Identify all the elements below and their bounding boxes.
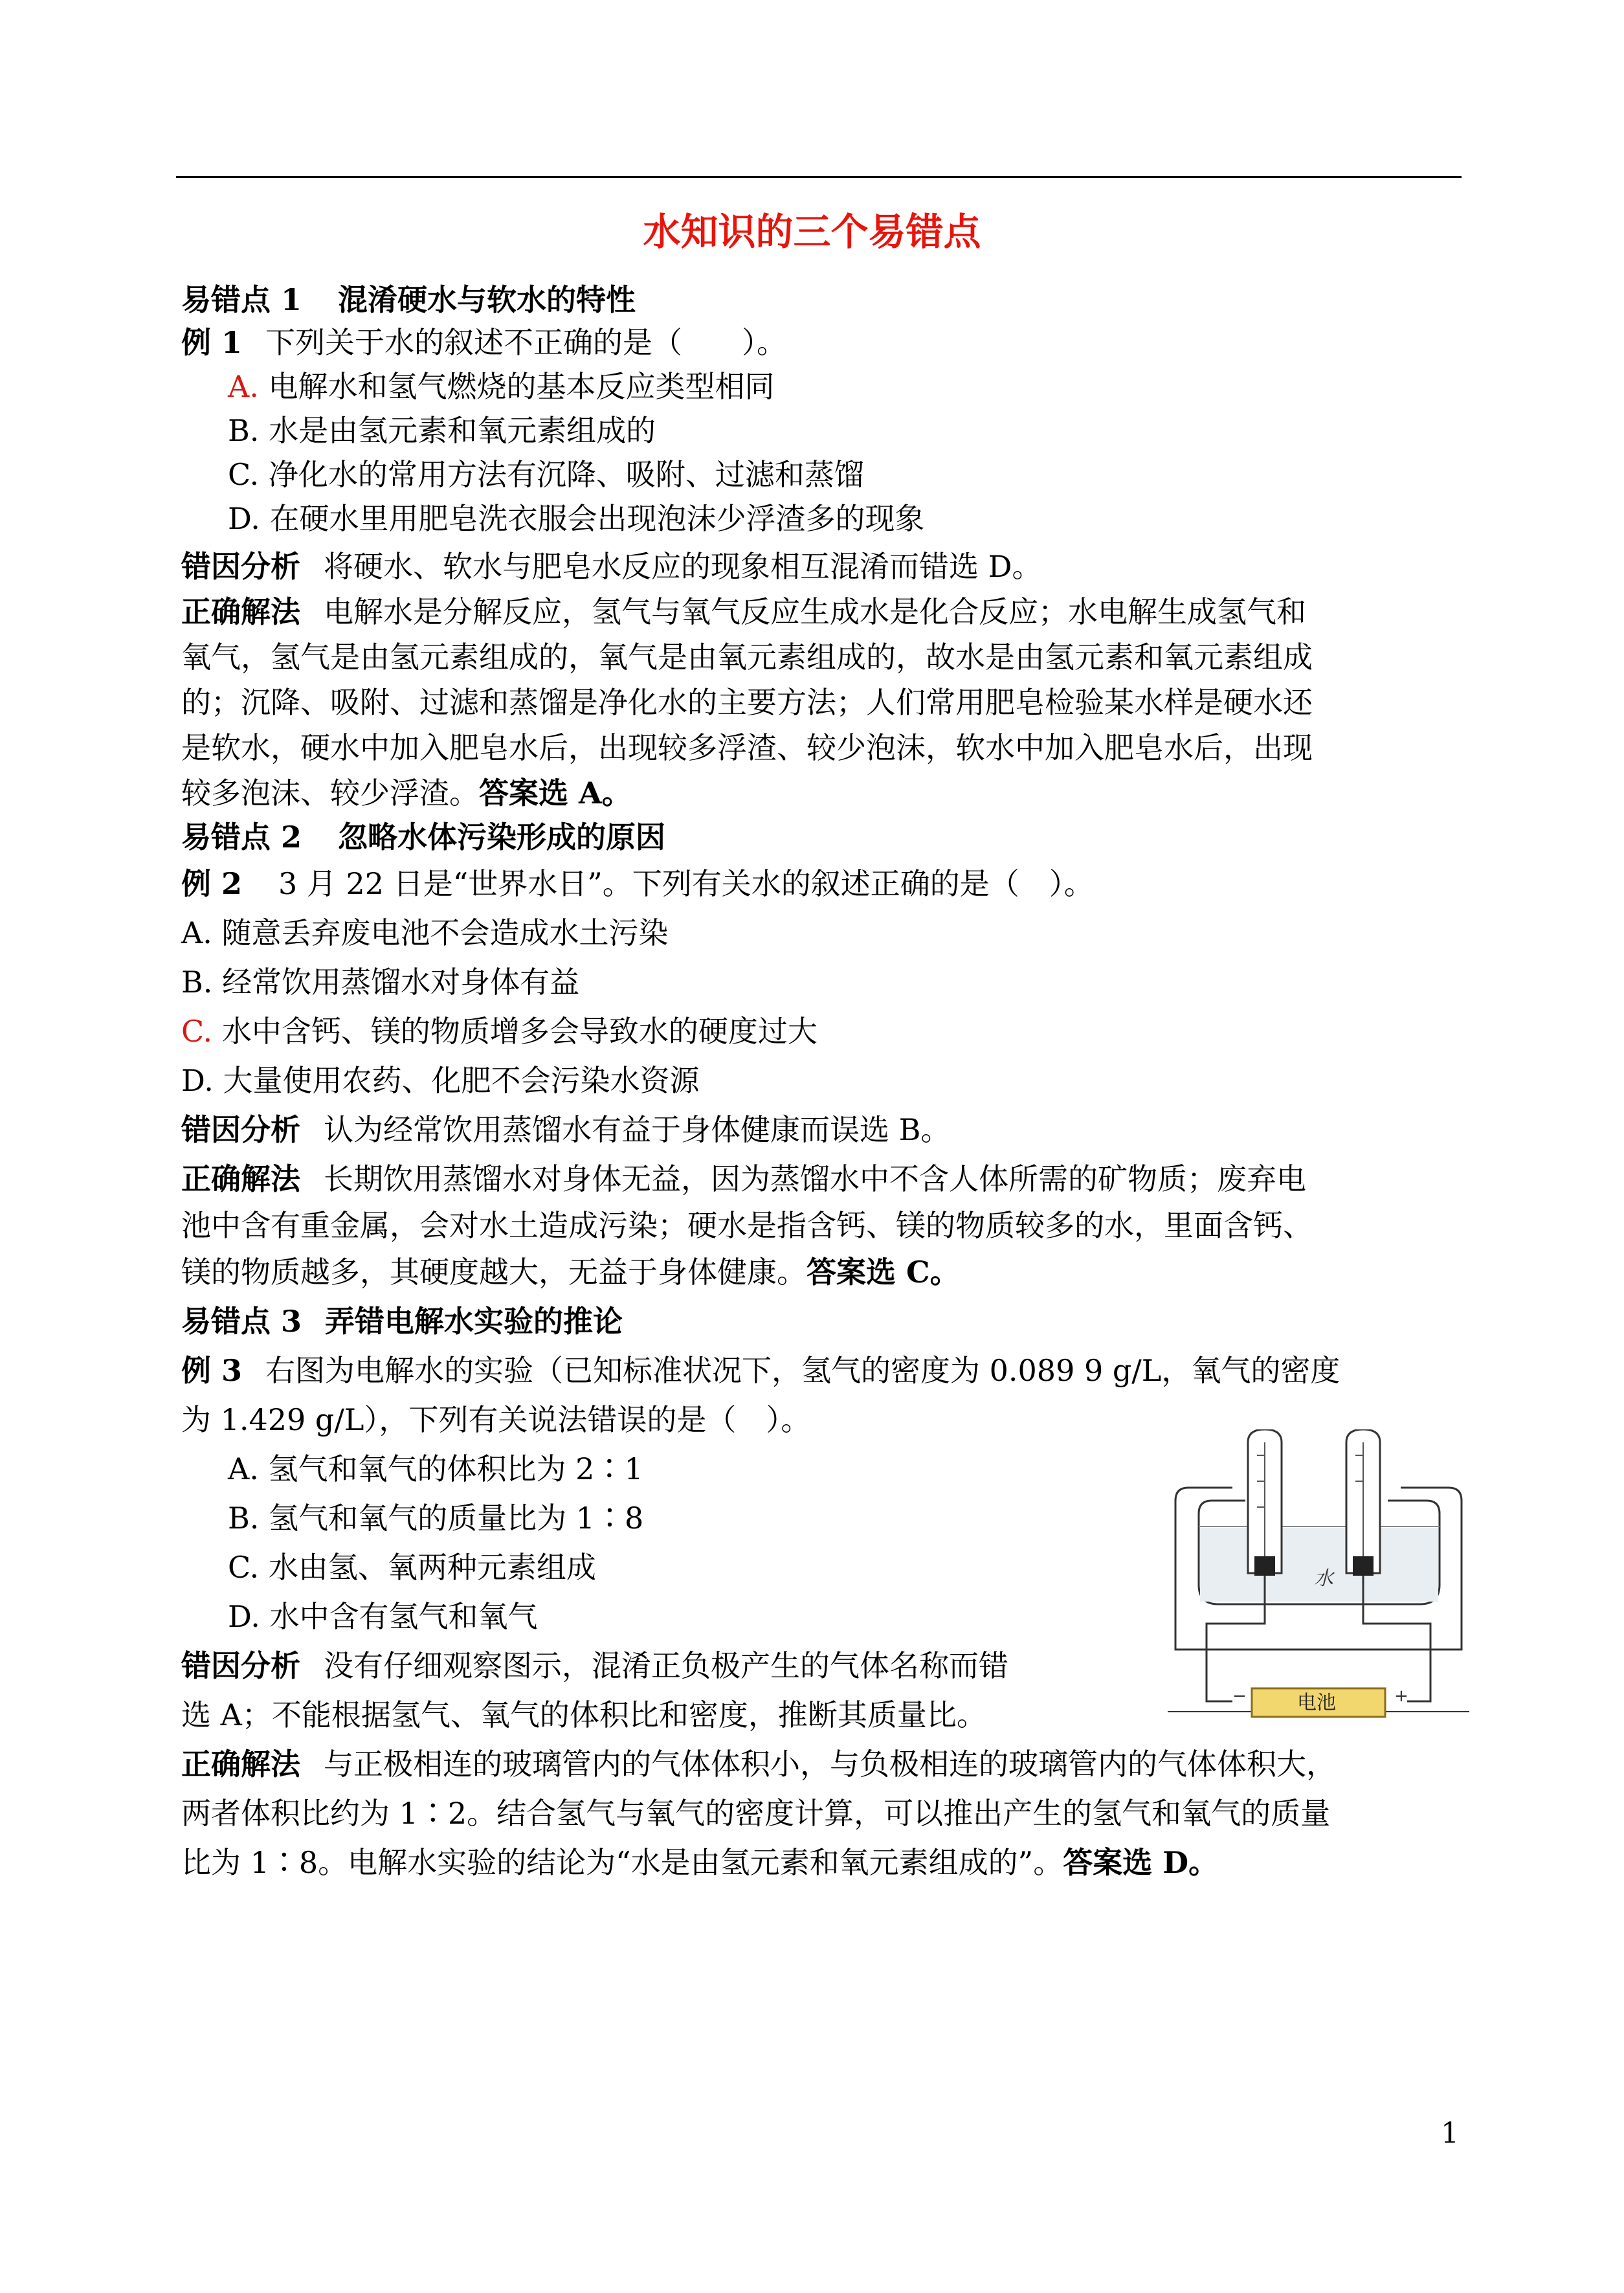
option-b (228, 1498, 643, 1538)
page-number: 1 (1441, 2117, 1459, 2150)
option-letter: C. (228, 457, 260, 492)
solution-label: 正确解法 (181, 1161, 300, 1196)
error-text: 认为经常饮用蒸馏水有益于身体健康而误选 B。 (324, 1112, 951, 1147)
solution-line: 较多泡沫、较少浮渣。答案选 A。 (181, 776, 632, 811)
battery-label: 电池 (1297, 1692, 1336, 1714)
example-question (181, 322, 786, 363)
solution-line: 正确解法 电解水是分解反应，氢气与氧气反应生成水是化合反应；水电解生成氢气和 (181, 594, 1306, 629)
error-label: 错因分析 (181, 1112, 300, 1147)
option-letter: B. (181, 965, 213, 1000)
question-text: 右图为电解水的实验（已知标准状况下，氢气的密度为 0.089 9 g/L，氧气的密度 (265, 1353, 1340, 1388)
option-letter: B. (228, 413, 260, 448)
solution-line: 池中含有重金属，会对水土造成污染；硬水是指含钙、镁的物质较多的水，里面含钙、 (181, 1208, 1313, 1243)
option-text: 氢气和氧气的体积比为 2∶1 (268, 1451, 643, 1486)
minus-sign: − (1232, 1686, 1247, 1706)
solution-line: 比为 1∶8。电解水实验的结论为“水是由氢元素和氧元素组成的”。答案选 D。 (181, 1845, 1219, 1880)
section-title: 弄错电解水实验的推论 (325, 1304, 623, 1339)
section-heading (181, 280, 636, 320)
example-question (181, 1350, 1340, 1391)
section-heading (181, 817, 665, 857)
solution-line: 是软水，硬水中加入肥皂水后，出现较多浮渣、较少泡沫，软水中加入肥皂水后，出现 (181, 730, 1313, 765)
option-letter: D. (228, 1599, 260, 1634)
solution-line: 的；沉降、吸附、过滤和蒸馏是净化水的主要方法；人们常用肥皂检验某水样是硬水还 (181, 685, 1313, 720)
question-text: 下列关于水的叙述不正确的是（ ）。 (265, 325, 787, 360)
left-electrode (1254, 1556, 1275, 1576)
option-letter: B. (228, 1501, 260, 1536)
error-analysis (181, 1646, 1008, 1686)
error-text: 将硬水、软水与肥皂水反应的现象相互混淆而错选 D。 (324, 549, 1042, 584)
option-c (181, 1011, 818, 1051)
option-text: 水由氢、氧两种元素组成 (268, 1550, 596, 1585)
option-letter: D. (228, 501, 260, 536)
solution-line: 两者体积比约为 1∶2。结合氢气与氧气的密度计算，可以推出产生的氢气和氧气的质量 (181, 1796, 1331, 1831)
option-b (228, 410, 656, 451)
option-c (228, 454, 864, 495)
water-region (1200, 1528, 1438, 1602)
option-text: 水中含有氢气和氧气 (269, 1599, 538, 1634)
option-text: 氢气和氧气的质量比为 1∶8 (269, 1501, 644, 1536)
error-analysis (181, 546, 1042, 587)
solution-label: 正确解法 (181, 1747, 300, 1782)
solution-line: 正确解法 与正极相连的玻璃管内的气体体积小，与负极相连的玻璃管内的气体体积大， (181, 1747, 1336, 1782)
section-number: 易错点 3 (181, 1304, 302, 1339)
water-label: 水 (1314, 1567, 1333, 1590)
question-text: 为 1.429 g/L），下列有关说法错误的是（ ）。 (181, 1402, 811, 1437)
example-label: 例 3 (181, 1353, 243, 1388)
option-letter: A. (228, 369, 259, 404)
option-text: 水中含钙、镁的物质增多会导致水的硬度过大 (221, 1014, 818, 1049)
error-text: 没有仔细观察图示，混淆正负极产生的气体名称而错 (324, 1648, 1008, 1683)
error-text: 选 A；不能根据氢气、氧气的体积比和密度，推断其质量比。 (181, 1697, 986, 1732)
example-question (181, 864, 1094, 904)
error-label: 错因分析 (181, 1648, 300, 1683)
option-text: 大量使用农药、化肥不会污染水资源 (223, 1063, 700, 1098)
option-d (228, 498, 925, 539)
answer-text: 答案选 D。 (1063, 1845, 1219, 1880)
option-d (181, 1060, 700, 1101)
plus-sign: + (1394, 1686, 1408, 1706)
option-a (181, 913, 668, 953)
solution-line: 正确解法 长期饮用蒸馏水对身体无益，因为蒸馏水中不含人体所需的矿物质；废弃电 (181, 1161, 1306, 1196)
option-letter: D. (181, 1063, 214, 1098)
option-text: 随意丢弃废电池不会造成水土污染 (221, 915, 669, 950)
option-letter: C. (228, 1550, 260, 1585)
option-letter: A. (181, 915, 212, 950)
example-label: 例 2 (181, 866, 243, 901)
option-text: 在硬水里用肥皂洗衣服会出现泡沫少浮渣多的现象 (269, 501, 925, 536)
page-title: 水知识的三个易错点 (643, 210, 981, 254)
option-letter: C. (181, 1014, 213, 1049)
solution-line: 镁的物质越多，其硬度越大，无益于身体健康。答案选 C。 (181, 1255, 960, 1290)
option-text: 经常饮用蒸馏水对身体有益 (222, 965, 580, 1000)
solution-line: 氧气，氢气是由氢元素组成的，氧气是由氧元素组成的，故水是由氢元素和氧元素组成 (181, 640, 1313, 675)
error-analysis (181, 1110, 950, 1150)
option-a (228, 1449, 643, 1489)
section-number: 易错点 2 (181, 820, 302, 855)
header-rule (176, 176, 1462, 178)
example-label: 例 1 (181, 325, 243, 360)
solution-label: 正确解法 (181, 594, 300, 629)
option-d (228, 1596, 538, 1637)
option-text: 水是由氢元素和氧元素组成的 (269, 413, 656, 448)
question-text: 3 月 22 日是“世界水日”。下列有关水的叙述正确的是（ ）。 (278, 866, 1094, 901)
option-a (228, 366, 774, 407)
option-c (228, 1547, 596, 1587)
error-label: 错因分析 (181, 549, 300, 584)
right-electrode (1353, 1556, 1374, 1576)
option-b (181, 962, 579, 1002)
electrolysis-apparatus-figure (1168, 1429, 1469, 1731)
option-letter: A. (228, 1451, 259, 1486)
section-heading (181, 1301, 623, 1341)
option-text: 净化水的常用方法有沉降、吸附、过滤和蒸馏 (268, 457, 864, 492)
section-title: 忽略水体污染形成的原因 (338, 820, 666, 855)
answer-text: 答案选 A。 (479, 776, 632, 811)
section-number: 易错点 1 (181, 282, 302, 317)
option-text: 电解水和氢气燃烧的基本反应类型相同 (268, 369, 775, 404)
answer-text: 答案选 C。 (806, 1255, 960, 1290)
section-title: 混淆硬水与软水的特性 (338, 282, 636, 317)
